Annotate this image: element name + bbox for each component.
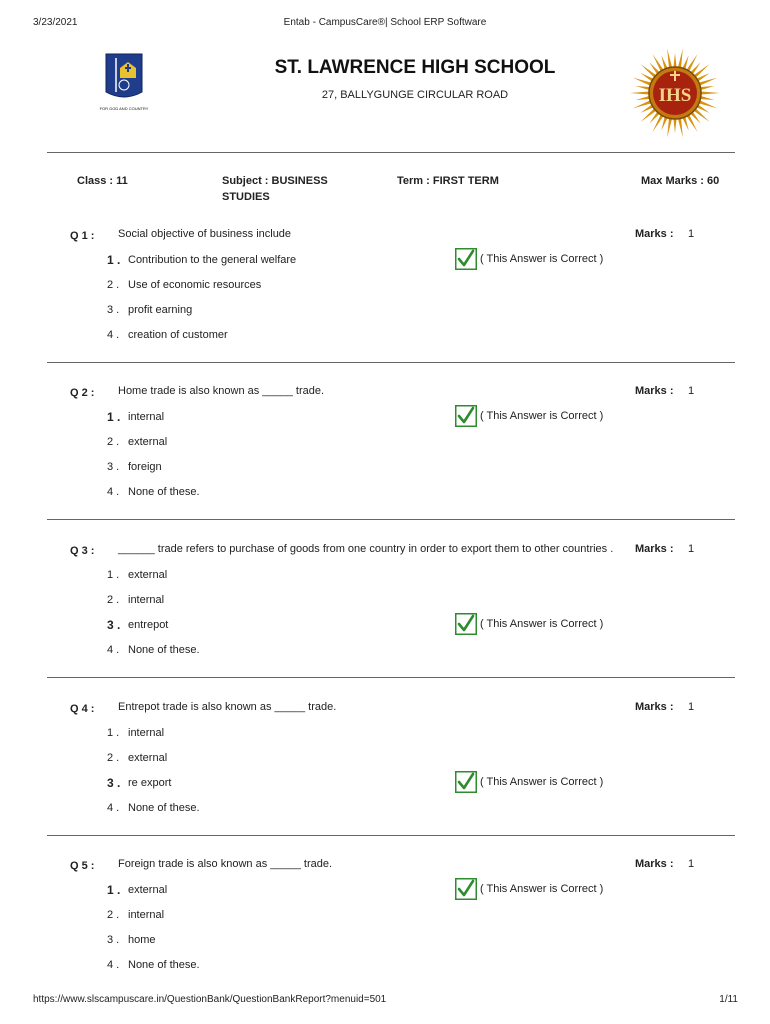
option-number: 3 .: [107, 304, 120, 316]
marks-value: 1: [688, 385, 695, 397]
divider: [47, 362, 735, 363]
correct-check-icon: [455, 878, 477, 900]
marks-value: 1: [688, 858, 695, 870]
divider: [47, 677, 735, 678]
option-number: 2 .: [107, 594, 120, 606]
option-number: 4 .: [107, 644, 120, 656]
correct-check-icon: [455, 248, 477, 270]
option-text: internal: [128, 594, 165, 606]
option-text: creation of customer: [128, 329, 228, 341]
option-text: internal: [128, 727, 165, 739]
option-text: re export: [128, 777, 172, 789]
option-number: 4 .: [107, 802, 120, 814]
logo-motto: FOR GOD AND COUNTRY: [99, 106, 149, 111]
option-number: 2 .: [107, 752, 120, 764]
option-text: internal: [128, 909, 165, 921]
question-number: Q 2 :: [70, 387, 95, 399]
option-number: 1 .: [107, 410, 121, 424]
question-text: Foreign trade is also known as _____ trade.: [118, 858, 333, 870]
question-text: ______ trade refers to purchase of goods from one country in order to export them to other countries .: [118, 543, 614, 555]
correct-answer-note: ( This Answer is Correct ): [480, 253, 604, 265]
marks-label: Marks :: [635, 385, 674, 397]
question-number: Q 4 :: [70, 703, 95, 715]
option-number: 1 .: [107, 253, 121, 267]
page-number: 1/11: [719, 994, 738, 1005]
option-number: 3 .: [107, 461, 120, 473]
question-text: Home trade is also known as _____ trade.: [118, 385, 325, 397]
max-marks-label: Max Marks : 60: [641, 175, 720, 187]
option-number: 1 .: [107, 727, 120, 739]
option-number: 4 .: [107, 959, 120, 971]
correct-answer-note: ( This Answer is Correct ): [480, 410, 604, 422]
option-text: Use of economic resources: [128, 279, 262, 291]
correct-check-icon: [455, 405, 477, 427]
option-number: 3 .: [107, 618, 121, 632]
marks-label: Marks :: [635, 543, 674, 555]
term-label: Term : FIRST TERM: [397, 175, 499, 187]
option-text: None of these.: [128, 802, 200, 814]
subject-label-line1: Subject : BUSINESS: [222, 175, 328, 187]
marks-value: 1: [688, 701, 695, 713]
option-number: 2 .: [107, 436, 120, 448]
marks-label: Marks :: [635, 858, 674, 870]
school-address: 27, BALLYGUNGE CIRCULAR ROAD: [321, 89, 509, 101]
option-text: external: [128, 569, 168, 581]
divider: [47, 519, 735, 520]
option-text: None of these.: [128, 959, 200, 971]
class-label: Class : 11: [77, 175, 128, 187]
option-text: external: [128, 436, 168, 448]
option-text: foreign: [128, 461, 162, 473]
ihs-seal-logo: [629, 47, 721, 139]
question-text: Entrepot trade is also known as _____ trade.: [118, 701, 337, 713]
option-number: 2 .: [107, 279, 120, 291]
correct-answer-note: ( This Answer is Correct ): [480, 618, 604, 630]
correct-check-icon: [455, 771, 477, 793]
option-text: None of these.: [128, 486, 200, 498]
option-text: external: [128, 752, 168, 764]
option-number: 4 .: [107, 329, 120, 341]
option-text: entrepot: [128, 619, 169, 631]
divider: [47, 835, 735, 836]
option-number: 3 .: [107, 934, 120, 946]
question-number: Q 3 :: [70, 545, 95, 557]
marks-value: 1: [688, 543, 695, 555]
school-name: ST. LAWRENCE HIGH SCHOOL: [274, 57, 556, 78]
page-title: Entab - CampusCare®| School ERP Software: [283, 17, 487, 28]
option-text: Contribution to the general welfare: [128, 254, 297, 266]
question-text: Social objective of business include: [118, 228, 292, 240]
option-number: 1 .: [107, 883, 121, 897]
correct-answer-note: ( This Answer is Correct ): [480, 776, 604, 788]
svg-text:IHS: IHS: [658, 85, 692, 106]
marks-label: Marks :: [635, 228, 674, 240]
option-number: 1 .: [107, 569, 120, 581]
option-number: 4 .: [107, 486, 120, 498]
print-date: 3/23/2021: [33, 17, 78, 28]
question-number: Q 1 :: [70, 230, 95, 242]
marks-label: Marks :: [635, 701, 674, 713]
option-text: None of these.: [128, 644, 200, 656]
option-number: 3 .: [107, 776, 121, 790]
footer-url: https://www.slscampuscare.in/QuestionBank/QuestionBankReport?menuid=501: [33, 994, 387, 1005]
option-text: home: [128, 934, 156, 946]
option-text: internal: [128, 411, 165, 423]
marks-value: 1: [688, 228, 695, 240]
option-number: 2 .: [107, 909, 120, 921]
divider: [47, 152, 735, 153]
correct-answer-note: ( This Answer is Correct ): [480, 883, 604, 895]
correct-check-icon: [455, 613, 477, 635]
option-text: external: [128, 884, 168, 896]
question-number: Q 5 :: [70, 860, 95, 872]
subject-label-line2: STUDIES: [222, 191, 270, 203]
option-text: profit earning: [128, 304, 193, 316]
